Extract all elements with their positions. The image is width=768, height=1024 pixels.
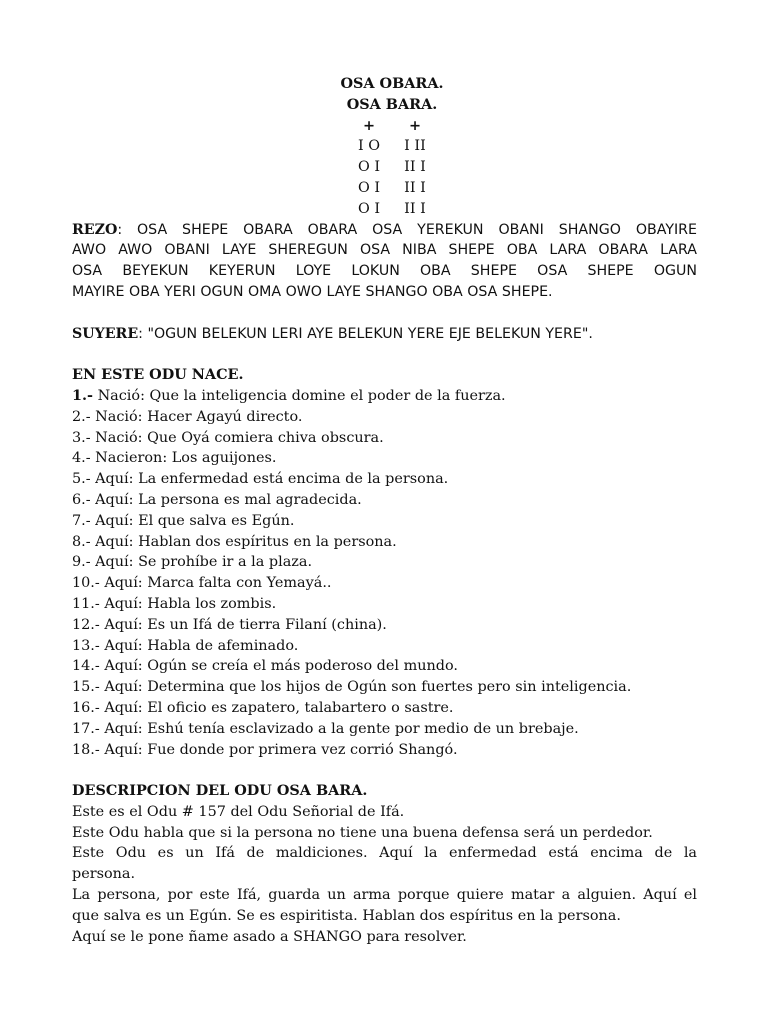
odu-mark-row: [72, 116, 712, 137]
spacer: [72, 760, 697, 781]
rezo-line: OSA BEYEKUN KEYERUN LOYE LOKUN OBA SHEPE OSA SHEPE OGUN: [72, 263, 697, 280]
nace-list-item: 6.- Aquí: La persona es mal agradecida.: [72, 491, 362, 508]
spacer: [72, 303, 697, 324]
odu-mark-left: I O: [357, 138, 381, 155]
descripcion-heading: DESCRIPCION DEL ODU OSA BARA.: [72, 782, 368, 800]
suyere-text: : "OGUN BELEKUN LERI AYE BELEKUN YERE EJE BELEKUN YERE".: [138, 325, 593, 342]
nace-list-item: 11.- Aquí: Habla los zombis.: [72, 595, 277, 612]
odu-mark-right: II I: [404, 159, 426, 176]
odu-mark-right: +: [408, 116, 422, 134]
odu-title: OSA OBARA.: [340, 75, 444, 92]
descripcion-line: que salva es un Egún. Se es espiritista. Hablan dos espíritus en la persona.: [72, 907, 621, 924]
nace-item-text: Nació: Que la inteligencia domine el poder de la fuerza.: [93, 387, 506, 404]
nace-list-item: 12.- Aquí: Es un Ifá de tierra Filaní (china).: [72, 616, 387, 633]
rezo-label: REZO: [72, 221, 118, 238]
rezo-text: : OSA SHEPE OBARA OBARA OSA YEREKUN OBANI SHANGO OBAYIRE: [117, 221, 697, 238]
nace-list-item: 7.- Aquí: El que salva es Egún.: [72, 512, 295, 529]
nace-list: [72, 407, 697, 761]
suyere-label: SUYERE: [72, 325, 139, 342]
spacer: [72, 344, 697, 365]
nace-list-item: 17.- Aquí: Eshú tenía esclavizado a la gente por medio de un brebaje.: [72, 720, 579, 737]
odu-mark-row: [72, 178, 712, 199]
descripcion-body: [72, 802, 697, 948]
descripcion-line: Aquí se le pone ñame asado a SHANGO para resolver.: [72, 928, 467, 945]
rezo-paragraph: [72, 220, 697, 303]
odu-mark-right: II I: [404, 179, 426, 196]
descripcion-line: Este Odu habla que si la persona no tiene una buena defensa será un perdedor.: [72, 824, 653, 841]
suyere-paragraph: [72, 324, 697, 345]
odu-figure: [72, 116, 697, 220]
nace-list-item: 10.- Aquí: Marca falta con Yemayá..: [72, 575, 332, 592]
odu-mark-left: O I: [357, 200, 381, 217]
rezo-line: AWO AWO OBANI LAYE SHEREGUN OSA NIBA SHEPE OBA LARA OBARA LARA: [72, 242, 697, 259]
nace-list-item: 2.- Nació: Hacer Agayú directo.: [72, 408, 303, 425]
nace-list-item: [72, 386, 697, 407]
nace-item-number: 1.-: [72, 386, 93, 404]
odu-mark-row: [72, 136, 712, 157]
nace-list-item: 4.- Nacieron: Los aguijones.: [72, 450, 277, 467]
nace-heading: EN ESTE ODU NACE.: [72, 366, 244, 384]
nace-list-item: 15.- Aquí: Determina que los hijos de Ogún son fuertes pero sin inteligencia.: [72, 679, 632, 696]
nace-list-item: 16.- Aquí: El oficio es zapatero, talabartero o sastre.: [72, 699, 454, 716]
odu-mark-right: I II: [404, 138, 426, 155]
nace-list-item: 3.- Nació: Que Oyá comiera chiva obscura.: [72, 429, 384, 446]
nace-list-item: 13.- Aquí: Habla de afeminado.: [72, 637, 299, 654]
descripcion-line: Este es el Odu # 157 del Odu Señorial de Ifá.: [72, 803, 405, 820]
odu-mark-right: II I: [404, 200, 426, 217]
nace-list-item: 18.- Aquí: Fue donde por primera vez corrió Shangó.: [72, 741, 458, 758]
document-page: [72, 74, 697, 947]
odu-subtitle: OSA BARA.: [346, 95, 438, 113]
odu-mark-left: O I: [357, 179, 381, 196]
rezo-line: MAYIRE OBA YERI OGUN OMA OWO LAYE SHANGO OBA OSA SHEPE.: [72, 283, 553, 300]
descripcion-line: Este Odu es un Ifá de maldiciones. Aquí la enfermedad está encima de la: [72, 845, 697, 862]
rezo-line: [72, 220, 697, 241]
descripcion-line: La persona, por este Ifá, guarda un arma porque quiere matar a alguien. Aquí el: [72, 887, 697, 904]
odu-mark-left: +: [362, 116, 376, 134]
nace-list-item: 8.- Aquí: Hablan dos espíritus en la persona.: [72, 533, 397, 550]
odu-mark-row: [72, 199, 712, 220]
odu-mark-left: O I: [357, 159, 381, 176]
odu-mark-row: [72, 157, 712, 178]
descripcion-line: persona.: [72, 866, 136, 883]
nace-list-item: 5.- Aquí: La enfermedad está encima de la persona.: [72, 471, 449, 488]
nace-list-item: 9.- Aquí: Se prohíbe ir a la plaza.: [72, 554, 313, 571]
nace-list-item: 14.- Aquí: Ogún se creía el más poderoso del mundo.: [72, 658, 458, 675]
